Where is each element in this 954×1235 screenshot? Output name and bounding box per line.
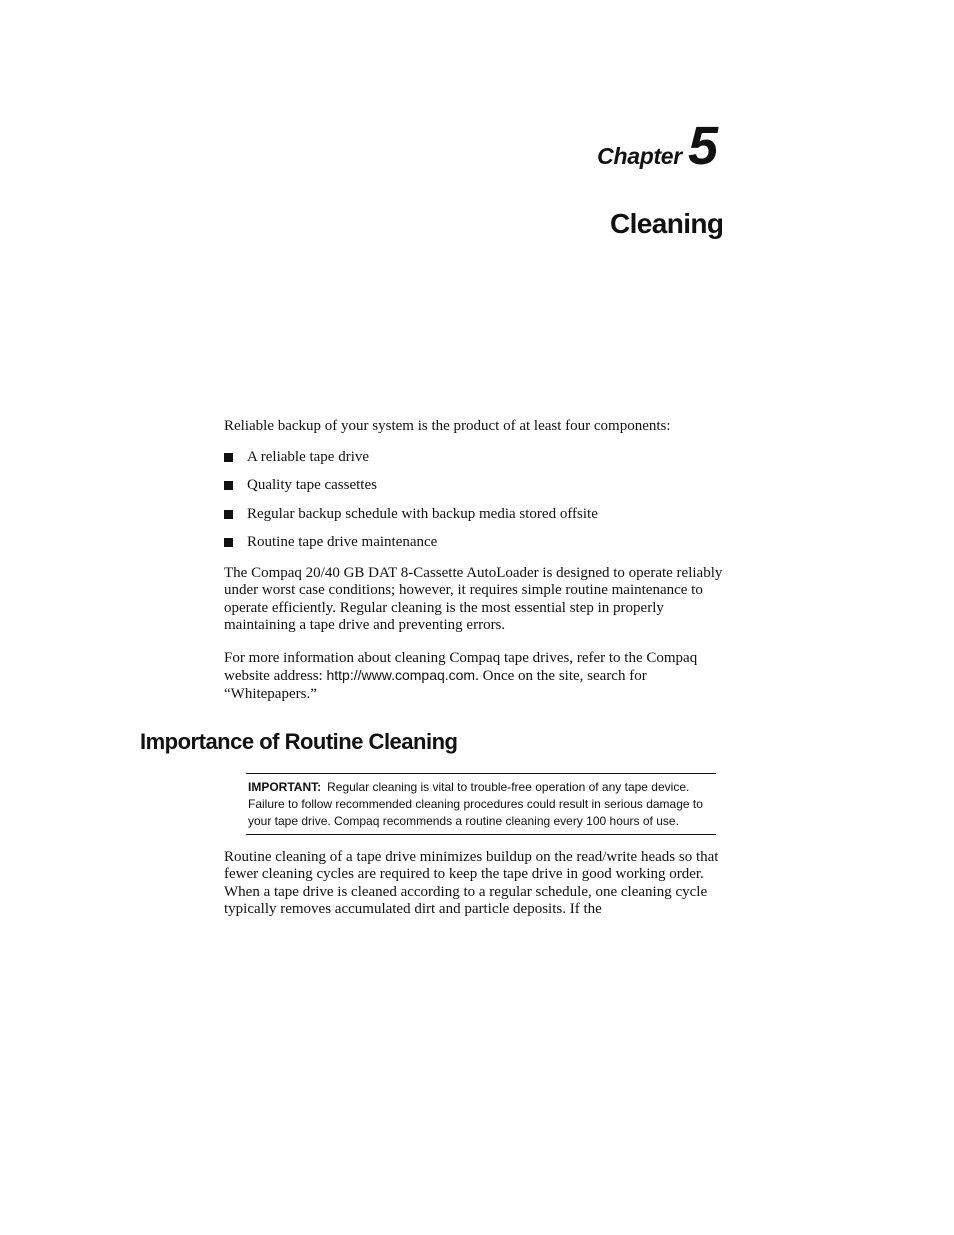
square-bullet-icon	[224, 481, 233, 490]
important-label: IMPORTANT:	[248, 780, 322, 794]
compaq-website-link[interactable]: http://www.compaq.com	[326, 667, 476, 684]
more-info-text-end: . Once on the site, search for “Whitepapers.”	[224, 668, 647, 702]
square-bullet-icon	[224, 510, 233, 519]
more-info-paragraph	[224, 650, 724, 703]
list-item-text: Routine tape drive maintenance	[247, 534, 438, 551]
list-item-text: Quality tape cassettes	[247, 477, 377, 494]
section-heading: Importance of Routine Cleaning	[140, 729, 458, 754]
list-item	[224, 500, 724, 529]
list-item	[224, 529, 724, 558]
list-item-text: Regular backup schedule with backup media stored offsite	[247, 505, 598, 522]
list-item	[224, 472, 724, 501]
important-text: Regular cleaning is vital to trouble-free operation of any tape device. Failure to follow recommended cleaning procedures could result in serious damage to your tape drive. Compaq recommends a routine cleaning every 100 hours of use.	[248, 780, 703, 828]
routine-cleaning-paragraph: Routine cleaning of a tape drive minimizes buildup on the read/write heads so that fewer cleaning cycles are required to keep the tape drive in good working order. When a tape drive is cleaned according to a regular schedule, one cleaning cycle typically removes accumulated dirt and particle deposits. If the	[224, 849, 719, 918]
intro-paragraph: Reliable backup of your system is the product of at least four components:	[224, 418, 671, 434]
components-list	[224, 443, 724, 557]
list-item-text: A reliable tape drive	[247, 448, 370, 465]
more-info-text: For more information about cleaning Compaq tape drives, refer to the Compaq website address:	[224, 650, 698, 685]
list-item	[224, 443, 724, 472]
square-bullet-icon	[224, 538, 233, 547]
important-notice	[246, 773, 716, 835]
chapter-number: 5	[687, 116, 718, 176]
autoloader-paragraph: The Compaq 20/40 GB DAT 8-Cassette AutoLoader is designed to operate reliably under worst case conditions; however, it requires simple routine maintenance to operate efficiently. Regular cleaning is the most essential step in properly maintaining a tape drive and preventing errors.	[224, 565, 723, 634]
square-bullet-icon	[224, 453, 233, 462]
chapter-title: Cleaning	[610, 208, 724, 239]
chapter-label: Chapter	[597, 143, 682, 169]
chapter-heading	[597, 116, 718, 176]
